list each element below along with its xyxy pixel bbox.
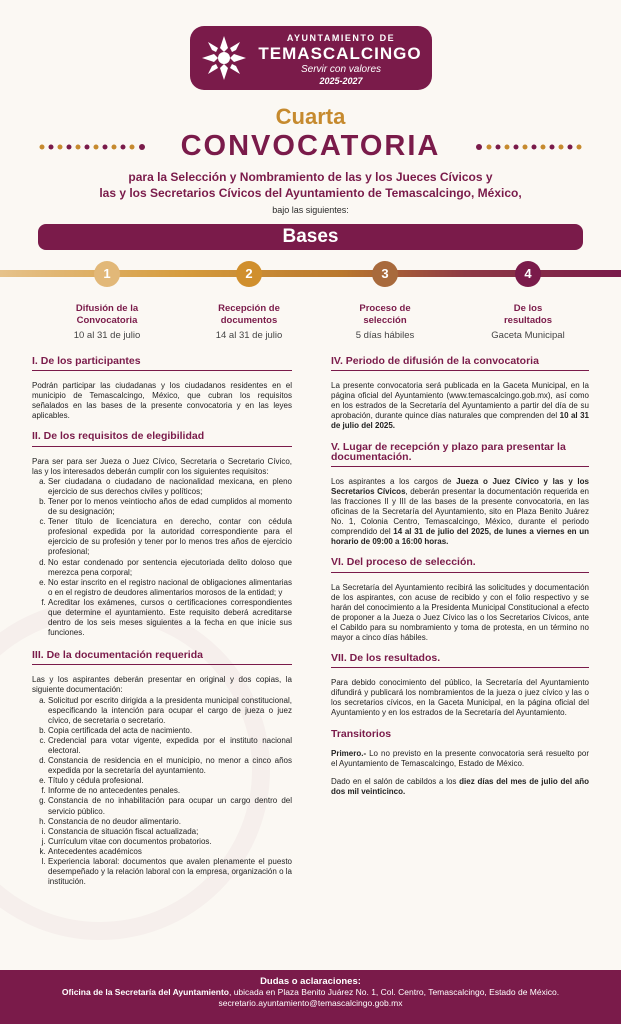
left-ornament-icon [38,144,148,150]
list-item: g. Constancia de no inhabilitación para ocupar un cargo dentro del servicio público. [48,796,292,816]
header-badge [190,26,432,90]
step-4-label: De los resultados [503,303,553,326]
org-name: TEMASCALCINGO [258,44,422,63]
list-item: a. Ser ciudadana o ciudadano de nacionalidad mexicana, en pleno ejercicio de sus derechos civiles y políticos; [48,477,292,497]
list-item: f. Acreditar los exámenes, cursos o certificaciones correspondientes que determine el ayuntamiento. Este requisito deberá acreditarse dentro de los seis meses siguientes a la fecha en que inicie sus funciones. [48,598,292,638]
step-4-date: Gaceta Municipal [491,330,565,341]
list-item: j. Currículum vitae con documentos probatorios. [48,837,292,847]
signature-date: Dado en el salón de cabildos a los diez días del mes de julio del año dos mil veinticinco. [331,776,589,796]
section-3-intro: Las y los aspirantes deberán presentar en original y dos copias, la siguiente documentación: [32,675,292,695]
subtitle-line1: para la Selección y Nombramiento de las y los Jueces Cívicos y [128,170,493,184]
list-item: i. Constancia de situación fiscal actualizada; [48,827,292,837]
list-item: k. Antecedentes académicos [48,847,292,857]
list-item: c. Credencial para votar vigente, expedida por el instituto nacional electoral. [48,736,292,756]
title-row [0,130,621,164]
list-item: f. Informe de no antecedentes penales. [48,786,292,796]
subtitle-line2: las y los Secretarios Cívicos del Ayuntamiento de Temascalcingo, México, [99,186,522,200]
title-convocatoria: CONVOCATORIA [180,130,441,162]
section-2-title: II. De los requisitos de elegibilidad [32,431,292,446]
step-1-date: 10 al 31 de julio [73,330,141,341]
period: 2025-2027 [319,76,363,86]
org-line1: AYUNTAMIENTO DE [286,33,396,43]
slogan: Servir con valores [300,64,382,75]
bases-banner: Bases [38,224,583,250]
section-6-text: La Secretaría del Ayuntamiento recibirá las solicitudes y documentación de los aspirantes, con acuse de recibido y con el folio respectivo y se harán del conocimiento a la Presidenta Municipal Constitucional a efecto de proponer a la Jueza o Juez Cívico las o los Secretarios Cívicos, ante el Cabildo para su nombramiento y toma de protesta, en un término no mayor a cinco días hábiles. [331,582,589,642]
step-2-circle: 2 [236,261,262,287]
list-item: b. Tener por lo menos veintiocho años de edad cumplidos al momento de su designación; [48,497,292,517]
documents-list [32,696,292,888]
list-item: e. Título y cédula profesional. [48,776,292,786]
section-2-intro: Para ser para ser Jueza o Juez Cívico, Secretaria o Secretario Cívico, las y los interesados deberán cumplir con los siguientes requisitos: [32,456,292,476]
list-item: a. Solicitud por escrito dirigida a la presidenta municipal constitucional, especificando la intención para ocupar el cargo de jueza o juez cívico, de secretaria o secretario. [48,696,292,726]
municipal-logo-icon [198,32,250,84]
list-item: b. Copia certificada del acta de nacimiento. [48,726,292,736]
section-5-text: Los aspirantes a los cargos de Jueza o Juez Cívico y las y los Secretarios Cívicos, deberán presentar la documentación requerida en las fracciones II y III de las bases de la presente convocatoria, en las oficinas de la Secretaría del Ayuntamiento, sito en Plaza Benito Juárez No. 1, Colonia Centro, Temascalcingo, México, durante el periodo comprendido del 14 al 31 de julio del 2025, de lunes a viernes en un horario de 09:00 a 16:00 horas. [331,476,589,547]
list-item: d. Constancia de residencia en el municipio, no menor a cinco años expedida por la secretaría del ayuntamiento. [48,756,292,776]
title-cuarta: Cuarta [275,104,346,129]
transitorios-title: Transitorios [331,727,392,740]
step-3-label: Proceso de selección [359,303,411,326]
list-item: h. Constancia de no deudor alimentario. [48,817,292,827]
section-1-title: I. De los participantes [32,356,292,371]
step-2-label: Recepción de documentos [218,303,280,326]
section-7-text: Para debido conocimiento del público, la Secretaría del Ayuntamiento difundirá y publicará los nombramientos de la jueza o juez cívico y las o los secretarios cívicos, en la Gaceta Municipal, en la página oficial del Ayuntamiento y en los estrados de la Secretaría del Ayuntamiento. [331,678,589,718]
step-1-label: Difusión de la Convocatoria [75,303,139,326]
section-4-title: IV. Periodo de difusión de la convocatoria [331,356,589,371]
step-3-date: 5 días hábiles [355,330,415,341]
step-2-date: 14 al 31 de julio [215,330,283,341]
intro-text: bajo las siguientes: [272,205,349,215]
footer [0,970,621,1024]
section-6-title: VI. Del proceso de selección. [331,557,589,572]
list-item: e. No estar inscrito en el registro nacional de obligaciones alimentarias o en el registro de deudores alimentarios morosos de la entidad; y [48,578,292,598]
step-3-circle: 3 [372,261,398,287]
list-item: l. Experiencia laboral: documentos que avalen plenamente el puesto desempeñado y la relación laboral con la empresa, organización o la institución. [48,857,292,887]
section-5-title: V. Lugar de recepción y plazo para presentar la documentación. [331,442,589,467]
step-1-circle: 1 [94,261,120,287]
footer-address: Oficina de la Secretaría del Ayuntamiento, ubicada en Plaza Benito Juárez No. 1, Col. Centro, Temascalcingo, Estado de México. [61,987,560,997]
section-1-text: Podrán participar las ciudadanas y los ciudadanos residentes en el municipio de Temascalcingo, México, que cubran los requisitos señalados en las bases de la presente convocatoria y en las leyes aplicables. [32,381,292,421]
right-column [331,350,589,802]
transitorios-text: Primero.- Lo no previsto en la presente convocatoria será resuelto por el Ayuntamiento de Temascalcingo, Estado de México. [331,748,589,768]
footer-email[interactable]: secretario.ayuntamiento@temascalcingo.gob.mx [218,998,403,1008]
right-ornament-icon [473,144,583,150]
step-4-circle: 4 [515,261,541,287]
section-7-title: VII. De los resultados. [331,653,589,668]
section-3-title: III. De la documentación requerida [32,650,292,665]
requirements-list [32,477,292,639]
left-column [32,350,292,887]
footer-title: Dudas o aclaraciones: [260,976,361,987]
list-item: c. Tener título de licenciatura en derecho, contar con cédula profesional expedida por la autoridad correspondiente para el ejercicio de su profesión y tener por lo menos tres años de ejercicio profesional; [48,517,292,557]
section-4-text: La presente convocatoria será publicada en la Gaceta Municipal, en la página oficial del Ayuntamiento (www.temascalcingo.gob.mx), así como en los estrados de la Secretaría del Ayuntamiento a partir del día de su aprobación, durante quince días naturales que comprenden del 10 al 31 de julio del 2025. [331,381,589,431]
list-item: d. No estar condenado por sentencia ejecutoriada delito doloso que merezca pena corporal; [48,558,292,578]
